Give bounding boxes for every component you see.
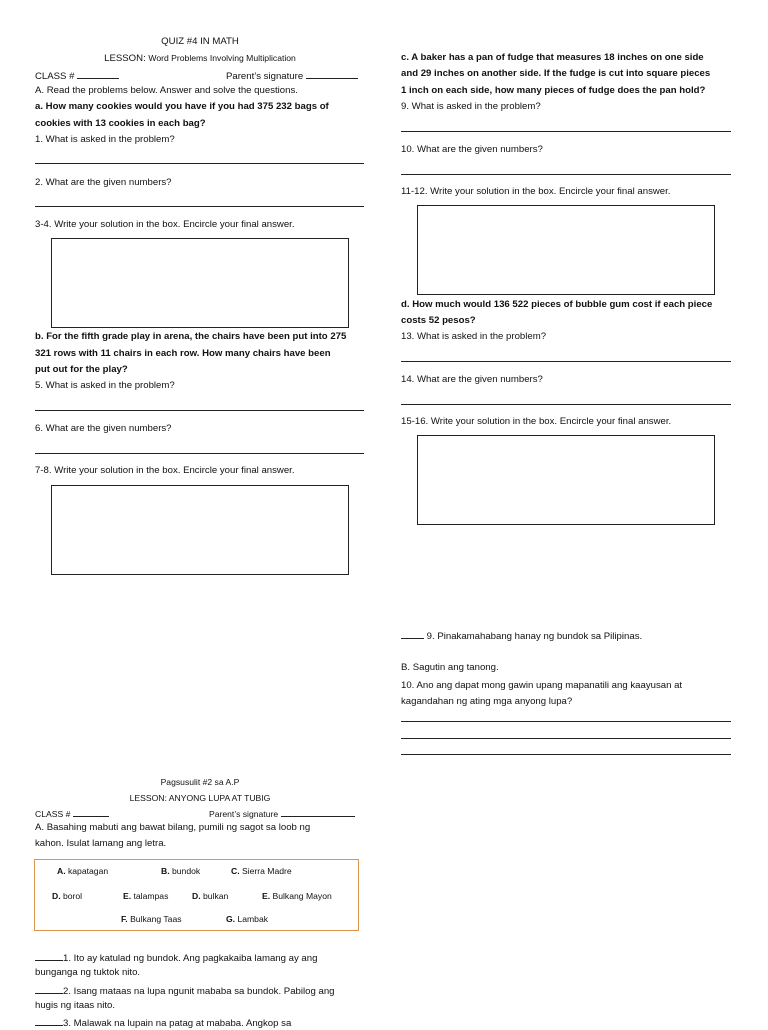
ap-instruction-line-1: A. Basahing mabuti ang bawat bilang, pumili ng sagot sa loob ng <box>35 822 311 833</box>
lesson-label: LESSON: <box>104 53 146 64</box>
question-11-12: 11-12. Write your solution in the box. Encircle your final answer. <box>401 186 671 197</box>
ap-item-1-blank[interactable] <box>35 951 63 961</box>
signature-field[interactable] <box>226 69 358 83</box>
answer-line-6[interactable] <box>35 453 364 454</box>
question-10: 10. What are the given numbers? <box>401 144 543 155</box>
ap-lesson: LESSON: ANYONG LUPA AT TUBIG <box>129 793 271 803</box>
answer-line-5[interactable] <box>35 410 364 411</box>
choice-b: B. bundok <box>161 866 201 876</box>
question-7-8: 7-8. Write your solution in the box. Encircle your final answer. <box>35 465 295 476</box>
ap-item-1-line-1 <box>35 951 317 965</box>
ap-q10-answer-line-3[interactable] <box>401 754 731 755</box>
quiz-instruction: A. Read the problems below. Answer and solve the questions. <box>35 85 298 96</box>
ap-q10-line-2: kagandahan ng ating mga anyong lupa? <box>401 696 573 707</box>
ap-item-9 <box>401 629 642 643</box>
answer-line-9[interactable] <box>401 131 731 132</box>
ap-signature-blank[interactable] <box>281 807 355 817</box>
ap-q10-line-1: 10. Ano ang dapat mong gawin upang mapanatili ang kaayusan at <box>401 680 683 691</box>
answer-line-1[interactable] <box>35 163 364 164</box>
quiz-title: QUIZ #4 IN MATH <box>161 36 239 47</box>
ap-item-3-line-1 <box>35 1016 291 1030</box>
problem-b-line-3: put out for the play? <box>35 364 128 375</box>
ap-item-9-text: 9. Pinakamahabang hanay ng bundok sa Pilipinas. <box>426 631 643 642</box>
choice-e-talampas: E. talampas <box>123 891 169 901</box>
ap-item-1-text: 1. Ito ay katulad ng bundok. Ang pagkakaiba lamang ay ang <box>63 953 318 964</box>
ap-class-blank[interactable] <box>73 807 109 817</box>
ap-item-9-blank[interactable] <box>401 629 424 639</box>
ap-signature-label: Parent’s signature <box>209 809 279 819</box>
ap-part-b: B. Sagutin ang tanong. <box>401 662 499 673</box>
answer-line-14[interactable] <box>401 404 731 405</box>
choice-d-borol: D. borol <box>52 891 83 901</box>
problem-a-line-1: a. How many cookies would you have if you had 375 232 bags of <box>35 101 329 112</box>
lesson-text: Word Problems Involving Multiplication <box>148 53 296 63</box>
ap-q10-answer-line-2[interactable] <box>401 738 731 739</box>
choice-d-bulkan: D. bulkan <box>192 891 229 901</box>
choice-e-bulkang-mayon: E. Bulkang Mayon <box>262 891 332 901</box>
choice-a: A. kapatagan <box>57 866 109 876</box>
ap-item-1-line-2: bunganga ng tuktok nito. <box>35 967 141 978</box>
choice-c: C. Sierra Madre <box>231 866 292 876</box>
ap-item-2-line-1 <box>35 984 335 998</box>
ap-q10-answer-line-1[interactable] <box>401 721 731 722</box>
question-15-16: 15-16. Write your solution in the box. Encircle your final answer. <box>401 416 672 427</box>
ap-class-label: CLASS # <box>35 809 71 819</box>
solution-box-3-4[interactable] <box>51 238 349 328</box>
question-3-4: 3-4. Write your solution in the box. Encircle your final answer. <box>35 219 295 230</box>
class-field[interactable] <box>35 69 119 83</box>
question-5: 5. What is asked in the problem? <box>35 380 175 391</box>
ap-instruction-line-2: kahon. Isulat lamang ang letra. <box>35 838 167 849</box>
problem-c-line-3: 1 inch on each side, how many pieces of fudge does the pan hold? <box>401 85 706 96</box>
problem-b-line-2: 321 rows with 11 chairs in each row. How many chairs have been <box>35 348 331 359</box>
question-13: 13. What is asked in the problem? <box>401 331 547 342</box>
ap-class-field[interactable] <box>35 807 109 820</box>
answer-line-10[interactable] <box>401 174 731 175</box>
ap-title: Pagsusulit #2 sa A.P <box>160 777 240 787</box>
ap-signature-field[interactable] <box>209 807 355 820</box>
class-label: CLASS # <box>35 71 75 82</box>
choice-g: G. Lambak <box>226 914 269 924</box>
solution-box-15-16[interactable] <box>417 435 715 525</box>
question-1: 1. What is asked in the problem? <box>35 134 175 145</box>
ap-item-3-blank[interactable] <box>35 1016 63 1026</box>
ap-item-2-line-2: hugis ng itaas nito. <box>35 1000 116 1011</box>
solution-box-7-8[interactable] <box>51 485 349 575</box>
problem-a-line-2: cookies with 13 cookies in each bag? <box>35 118 206 129</box>
signature-label: Parent’s signature <box>226 71 304 82</box>
question-6: 6. What are the given numbers? <box>35 423 172 434</box>
signature-blank[interactable] <box>306 69 358 79</box>
ap-item-3-text: 3. Malawak na lupain na patag at mababa. Angkop sa <box>63 1018 292 1029</box>
choice-f: F. Bulkang Taas <box>121 914 182 924</box>
ap-item-2-text: 2. Isang mataas na lupa ngunit mababa sa bundok. Pabilog ang <box>63 986 335 997</box>
problem-b-line-1: b. For the fifth grade play in arena, the chairs have been put into 275 <box>35 331 347 342</box>
class-blank[interactable] <box>77 69 119 79</box>
quiz-lesson <box>35 52 365 65</box>
problem-c-line-1: c. A baker has a pan of fudge that measures 18 inches on one side <box>401 52 704 63</box>
question-9: 9. What is asked in the problem? <box>401 101 541 112</box>
question-14: 14. What are the given numbers? <box>401 374 543 385</box>
answer-line-13[interactable] <box>401 361 731 362</box>
problem-d-line-2: costs 52 pesos? <box>401 315 476 326</box>
solution-box-11-12[interactable] <box>417 205 715 295</box>
question-2: 2. What are the given numbers? <box>35 177 172 188</box>
answer-line-2[interactable] <box>35 206 364 207</box>
problem-d-line-1: d. How much would 136 522 pieces of bubble gum cost if each piece <box>401 299 713 310</box>
ap-item-2-blank[interactable] <box>35 984 63 994</box>
problem-c-line-2: and 29 inches on another side. If the fudge is cut into square pieces <box>401 68 711 79</box>
